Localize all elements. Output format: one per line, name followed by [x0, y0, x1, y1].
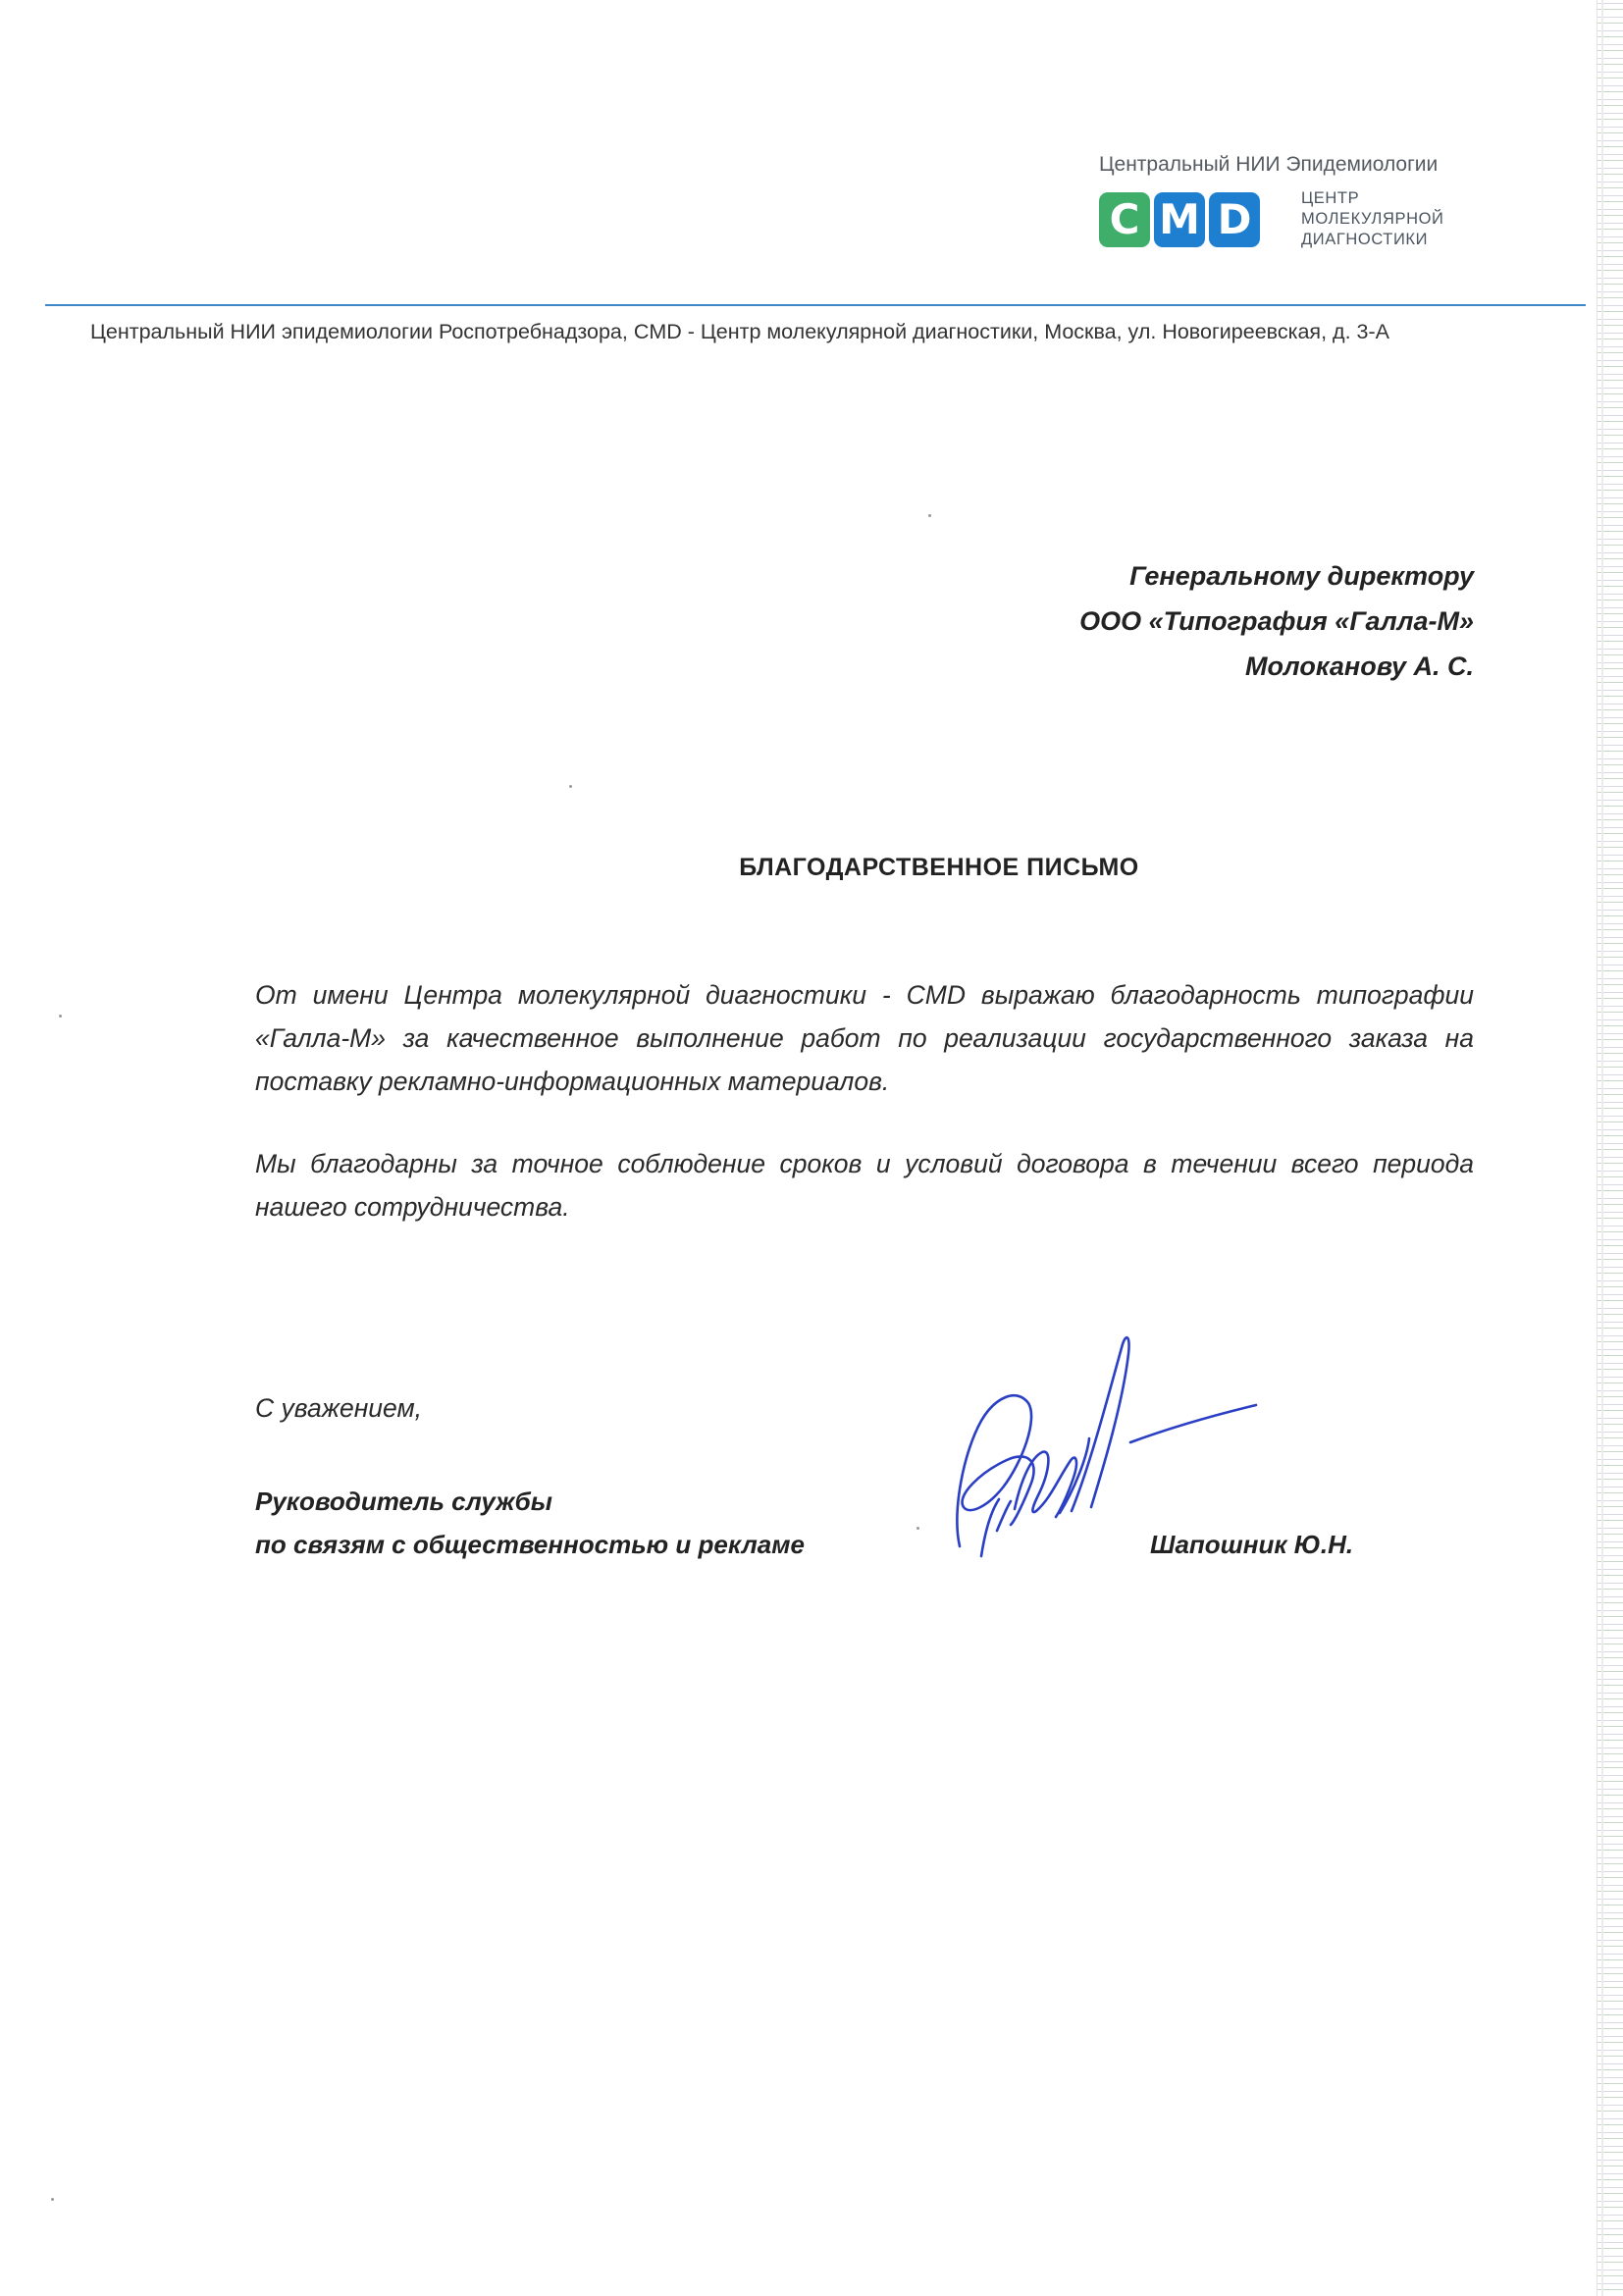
institute-caption: Центральный НИИ Эпидемиологии — [1099, 153, 1439, 176]
addressee-block — [1079, 553, 1474, 689]
signatory-position-line: Руководитель службы — [255, 1487, 552, 1516]
signatory-position — [255, 1480, 805, 1566]
logo-wordmark-line: МОЛЕКУЛЯРНОЙ — [1301, 210, 1444, 228]
scan-speck — [59, 1015, 62, 1018]
letterhead-logo — [1097, 153, 1450, 261]
body-paragraph: Мы благодарны за точное соблюдение сроков и условий договора в течении всего периода нашего сотрудничества. — [255, 1149, 1474, 1222]
closing-phrase: С уважением, — [255, 1393, 422, 1423]
addressee-company: ООО «Типография «Галла-М» — [1079, 606, 1474, 636]
addressee-name: Молоканову А. С. — [1244, 652, 1474, 681]
signatory-name: Шапошник Ю.Н. — [1150, 1530, 1354, 1559]
addressee-title: Генеральному директору — [1129, 561, 1474, 591]
scanner-edge-line — [1601, 0, 1603, 2296]
logo-wordmark-line: ДИАГНОСТИКИ — [1301, 231, 1429, 248]
logo-tile-c: C — [1099, 192, 1150, 247]
letterhead-address: Центральный НИИ эпидемиологии Роспотребнадзора, CMD - Центр молекулярной диагностики, Москва, ул. Новогиреевская, д. 3-А — [90, 320, 1389, 343]
scan-speck — [916, 1527, 919, 1530]
body-paragraph: От имени Центра молекулярной диагностики - CMD выражаю благодарность типографии «Галла-М» за качественное выполнение работ по реализации государственного заказа на поставку рекламно-информационных материалов. — [255, 980, 1474, 1096]
logo-tile-m: M — [1154, 192, 1205, 247]
scan-speck — [51, 2198, 54, 2201]
header-divider — [45, 304, 1586, 306]
logo-wordmark-line: ЦЕНТР — [1301, 189, 1360, 207]
signatory-position-line: по связям с общественностью и рекламе — [255, 1530, 805, 1559]
logo-wordmark — [1301, 188, 1444, 250]
letter-title: БЛАГОДАРСТВЕННОЕ ПИСЬМО — [739, 854, 1139, 881]
scan-speck — [569, 785, 572, 788]
logo-tile-d: D — [1209, 192, 1260, 247]
cmd-logo-tiles — [1099, 192, 1260, 247]
scan-speck — [928, 514, 931, 517]
